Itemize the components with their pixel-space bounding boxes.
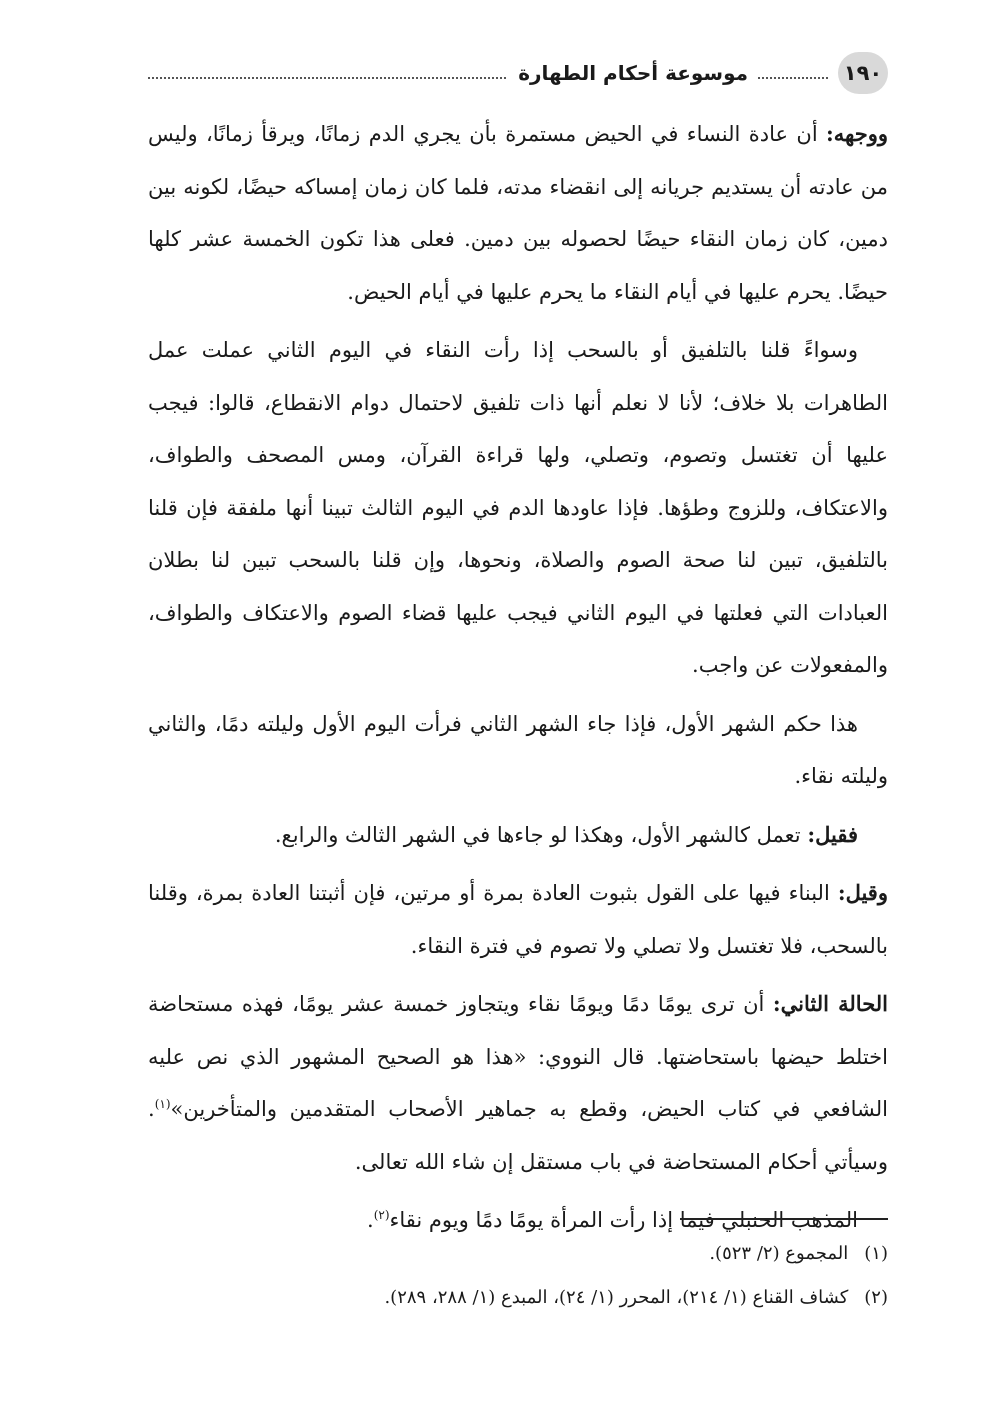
paragraph-4	[148, 809, 888, 862]
footnote-1	[148, 1232, 888, 1276]
footnote-ref-2[interactable]: (٢)	[373, 1208, 390, 1222]
paragraph-text: هذا حكم الشهر الأول، فإذا جاء الشهر الثاني فرأت اليوم الأول وليلته دمًا، والثاني وليلته نقاء.	[148, 711, 888, 788]
paragraph-text: أن عادة النساء في الحيض مستمرة بأن يجري الدم زمانًا، ويرقأ زمانًا، وليس من عادته أن يستديم جريانه إلى انقضاء مدته، فلما كان زمان إمساكه حيضًا، لكونه بين دمين، كان زمان النقاء حيضًا لحصوله بين دمين. فعلى هذا تكون الخمسة عشر كلها حيضًا. يحرم عليها في أيام النقاء ما يحرم عليها في أيام الحيض.	[148, 122, 888, 304]
footnote-2	[148, 1276, 888, 1320]
header-title: موسوعة أحكام الطهارة	[518, 61, 748, 85]
page-number: ١٩٠	[838, 52, 888, 94]
footnote-text: المجموع (٢/ ٥٢٣).	[709, 1243, 849, 1264]
footnotes	[148, 1232, 888, 1320]
footnote-text: كشاف القناع (١/ ٢١٤)، المحرر (١/ ٢٤)، المبدع (١/ ٢٨٨، ٢٨٩).	[384, 1287, 849, 1308]
main-text	[148, 108, 888, 1253]
paragraph-text: وسواءً قلنا بالتلفيق أو بالسحب إذا رأت النقاء في اليوم الثاني عملت عمل الطاهرات بلا خلاف؛ لأنا لا نعلم أنها ذات تلفيق لاحتمال دوام الانقطاع، قالوا: فيجب عليها أن تغتسل وتصوم، وتصلي، ولها قراءة القرآن، ومس المصحف والطواف، والاعتكاف، وللزوج وطؤها. فإذا عاودها الدم في اليوم الثالث تبينا أنها ملفقة فإن قلنا بالتلفيق، تبين لنا صحة الصوم والصلاة، ونحوها، وإن قلنا بالسحب تبين لنا بطلان العبادات التي فعلتها في اليوم الثاني فيجب عليها قضاء الصوم والاعتكاف والطواف، والمفعولات عن واجب.	[148, 338, 888, 677]
paragraph-6	[148, 978, 888, 1188]
header-dotted-rule-left	[148, 77, 506, 79]
paragraph-lead: وقيل:	[837, 880, 888, 905]
paragraph-lead: فقيل:	[807, 821, 858, 847]
paragraph-lead: الحالة الثاني:	[772, 991, 888, 1016]
footnote-ref-1[interactable]: (١)	[154, 1097, 171, 1111]
paragraph-text: المذهب الحنبلي فيما إذا رأت المرأة يومًا دمًا ويوم نقاء	[389, 1208, 858, 1232]
paragraph-2	[148, 324, 888, 692]
header-dotted-rule-right	[758, 77, 828, 79]
paragraph-3	[148, 698, 888, 803]
footnote-number: (١)	[864, 1243, 888, 1264]
paragraph-text: تعمل كالشهر الأول، وهكذا لو جاءها في الشهر الثالث والرابع.	[274, 822, 808, 847]
paragraph-tail: . وسيأتي أحكام المستحاضة في باب مستقل إن شاء الله تعالى.	[148, 1097, 888, 1174]
footnote-separator	[680, 1218, 888, 1220]
paragraph-text: البناء فيها على القول بثبوت العادة بمرة أو مرتين، فإن أثبتنا العادة بمرة، وقلنا بالسحب، فلا تغتسل ولا تصلي ولا تصوم في فترة النقاء.	[148, 881, 888, 958]
paragraph-5	[148, 867, 888, 972]
paragraph-text: أن ترى يومًا دمًا ويومًا نقاء ويتجاوز خمسة عشر يومًا، فهذه مستحاضة اختلط حيضها باستحاضتها. قال النووي: «هذا هو الصحيح المشهور الذي نص عليه الشافعي في كتاب الحيض، وقطع به جماهير الأصحاب المتقدمين والمتأخرين»	[148, 992, 888, 1121]
footnote-number: (٢)	[864, 1287, 888, 1308]
paragraph-tail: .	[367, 1208, 374, 1232]
paragraph-1	[148, 108, 888, 318]
paragraph-lead: ووجهه:	[826, 121, 888, 146]
running-header	[148, 52, 888, 94]
